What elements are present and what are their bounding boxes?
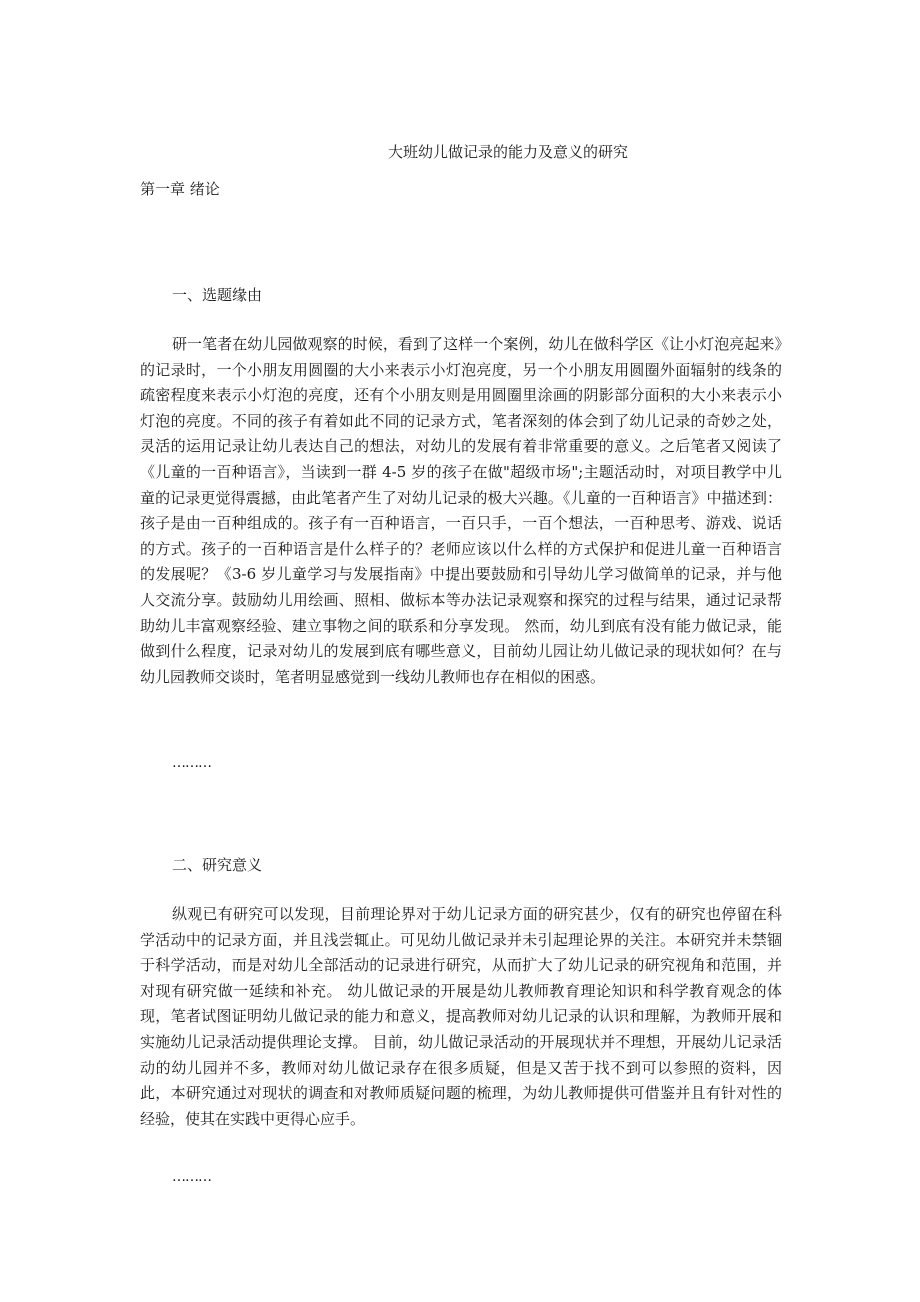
document-title: 大班幼儿做记录的能力及意义的研究 (387, 143, 628, 161)
section-heading-topic-origin: 一、选题缘由 (172, 286, 263, 304)
section-heading-research-significance: 二、研究意义 (172, 856, 263, 874)
section-paragraph-topic-origin: 研一笔者在幼儿园做观察的时候，看到了这样一个案例，幼儿在做科学区《让小灯泡亮起来》的记录时，一个小朋友用圆圈的大小来表示小灯泡亮度，另一个小朋友用圆圈外面辐射的线条的疏密程度来表示小灯泡的亮度，还有个小朋友则是用圆圈里涂画的阴影部分面积的大小来表示小灯泡的亮度。不同的孩子有着如此不同的记录方式，笔者深刻的体会到了幼儿记录的奇妙之处，灵活的运用记录让幼儿表达自己的想法，对幼儿的发展有着非常重要的意义。之后笔者又阅读了《儿童的一百种语言》，当读到一群 4-5 岁的孩子在做"超级市场";主题活动时，对项目教学中儿童的记录更觉得震撼，由此笔者产生了对幼儿记录的极大兴趣。《儿童的一百种语言》中描述到：孩子是由一百种组成的。孩子有一百种语言，一百只手，一百个想法，一百种思考、游戏、说话的方式。孩子的一百种语言是什么样子的？老师应该以什么样的方式保护和促进儿童一百种语言的发展呢？《3-6 岁儿童学习与发展指南》中提出要鼓励和引导幼儿学习做简单的记录，并与他人交流分享。鼓励幼儿用绘画、照相、做标本等办法记录观察和探究的过程与结果，通过记录帮助幼儿丰富观察经验、建立事物之间的联系和分享发现。 然而，幼儿到底有没有能力做记录，能做到什么程度，记录对幼儿的发展到底有哪些意义，目前幼儿园让幼儿做记录的现状如何？在与幼儿园教师交谈时，笔者明显感觉到一线幼儿教师也存在相似的困惑。 (140, 335, 782, 686)
section-paragraph-research-significance: 纵观已有研究可以发现，目前理论界对于幼儿记录方面的研究甚少，仅有的研究也停留在科学活动中的记录方面，并且浅尝辄止。可见幼儿做记录并未引起理论界的关注。本研究并未禁锢于科学活动，而是对幼儿全部活动的记录进行研究，从而扩大了幼儿记录的研究视角和范围，并对现有研究做一延续和补充。 幼儿做记录的开展是幼儿教师教育理论知识和科学教育观念的体现，笔者试图证明幼儿做记录的能力和意义，提高教师对幼儿记录的认识和理解，为教师开展和实施幼儿记录活动提供理论支撑。 目前，幼儿做记录活动的开展现状并不理想，开展幼儿记录活动的幼儿园并不多，教师对幼儿做记录存在很多质疑，但是又苦于找不到可以参照的资料，因此，本研究通过对现状的调查和对教师质疑问题的梳理，为幼儿教师提供可借鉴并且有针对性的经验，使其在实践中更得心应手。 (140, 905, 782, 1128)
section-ellipsis-topic-origin: ……… (172, 755, 211, 771)
section-ellipsis-research-significance: ……… (172, 1169, 211, 1185)
chapter-heading: 第一章 绪论 (140, 180, 220, 198)
